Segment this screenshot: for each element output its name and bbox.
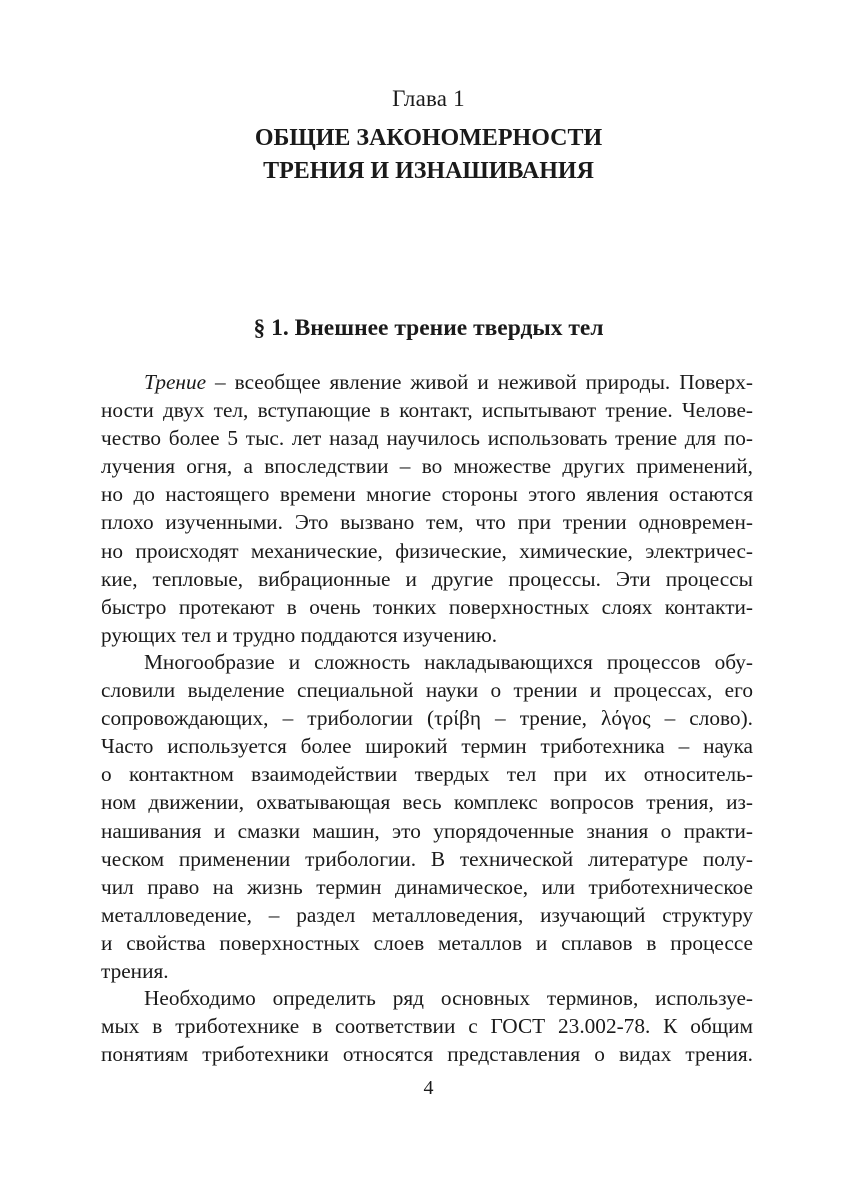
text-line: лучения огня, а впоследствии – во множестве других применений,: [101, 454, 753, 479]
section-title: § 1. Внешнее трение твердых тел: [253, 315, 604, 341]
paragraph-3: [101, 984, 753, 1068]
text-line: понятиям триботехники относятся представления о видах трения.: [101, 1042, 753, 1067]
text-line: ческом применении трибологии. В технической литературе полу-: [101, 846, 753, 871]
text-line: Часто используется более широкий термин триботехника – наука: [101, 734, 753, 759]
text-line: сопровождающих, – трибологии (τρίβη – трение, λόγος – слово).: [101, 706, 753, 731]
text-line: рующих тел и трудно поддаются изучению.: [101, 622, 498, 647]
paragraph-2: [101, 648, 753, 985]
text-line: кие, тепловые, вибрационные и другие процессы. Эти процессы: [101, 566, 753, 591]
text-line: и свойства поверхностных слоев металлов и сплавов в процессе: [101, 930, 753, 955]
chapter-title-line: ОБЩИЕ ЗАКОНОМЕРНОСТИ: [254, 125, 603, 151]
text-line: о контактном взаимодействии твердых тел при их относитель-: [101, 762, 753, 787]
text-line: нашивания и смазки машин, это упорядоченные знания о практи-: [101, 818, 753, 843]
text-line: металловедение, – раздел металловедения, изучающий структуру: [101, 902, 753, 927]
text-line: Многообразие и сложность накладывающихся процессов обу-: [144, 650, 753, 674]
text-line: трения.: [101, 959, 169, 984]
text-line: чил право на жизнь термин динамическое, или триботехническое: [101, 874, 753, 899]
paragraph-1: [101, 368, 753, 649]
page-number: 4: [423, 1077, 434, 1099]
text-line: но до настоящего времени многие стороны этого явления остаются: [101, 482, 753, 507]
text-line: Необходимо определить ряд основных терминов, используе-: [144, 986, 753, 1010]
text-line: быстро протекают в очень тонких поверхностных слоях контакти-: [101, 594, 753, 619]
text-line: Трение – всеобщее явление живой и неживой природы. Поверх-: [144, 370, 753, 394]
chapter-number: Глава 1: [392, 86, 465, 111]
text-line: ном движении, охватывающая весь комплекс вопросов трения, из-: [101, 790, 753, 815]
term-italic: Трение: [144, 370, 207, 394]
chapter-title: [0, 122, 857, 188]
text-line: чество более 5 тыс. лет назад научилось использовать трение для по-: [101, 426, 753, 451]
text-line: мых в триботехнике в соответствии с ГОСТ 23.002-78. К общим: [101, 1014, 753, 1039]
text-line: плохо изученными. Это вызвано тем, что при трении одновремен-: [101, 510, 753, 535]
text-line: но происходят механические, физические, химические, электричес-: [101, 538, 753, 563]
text-line: словили выделение специальной науки о трении и процессах, его: [101, 678, 753, 703]
text-line: ности двух тел, вступающие в контакт, испытывают трение. Челове-: [101, 398, 753, 423]
chapter-title-line: ТРЕНИЯ И ИЗНАШИВАНИЯ: [263, 158, 594, 184]
